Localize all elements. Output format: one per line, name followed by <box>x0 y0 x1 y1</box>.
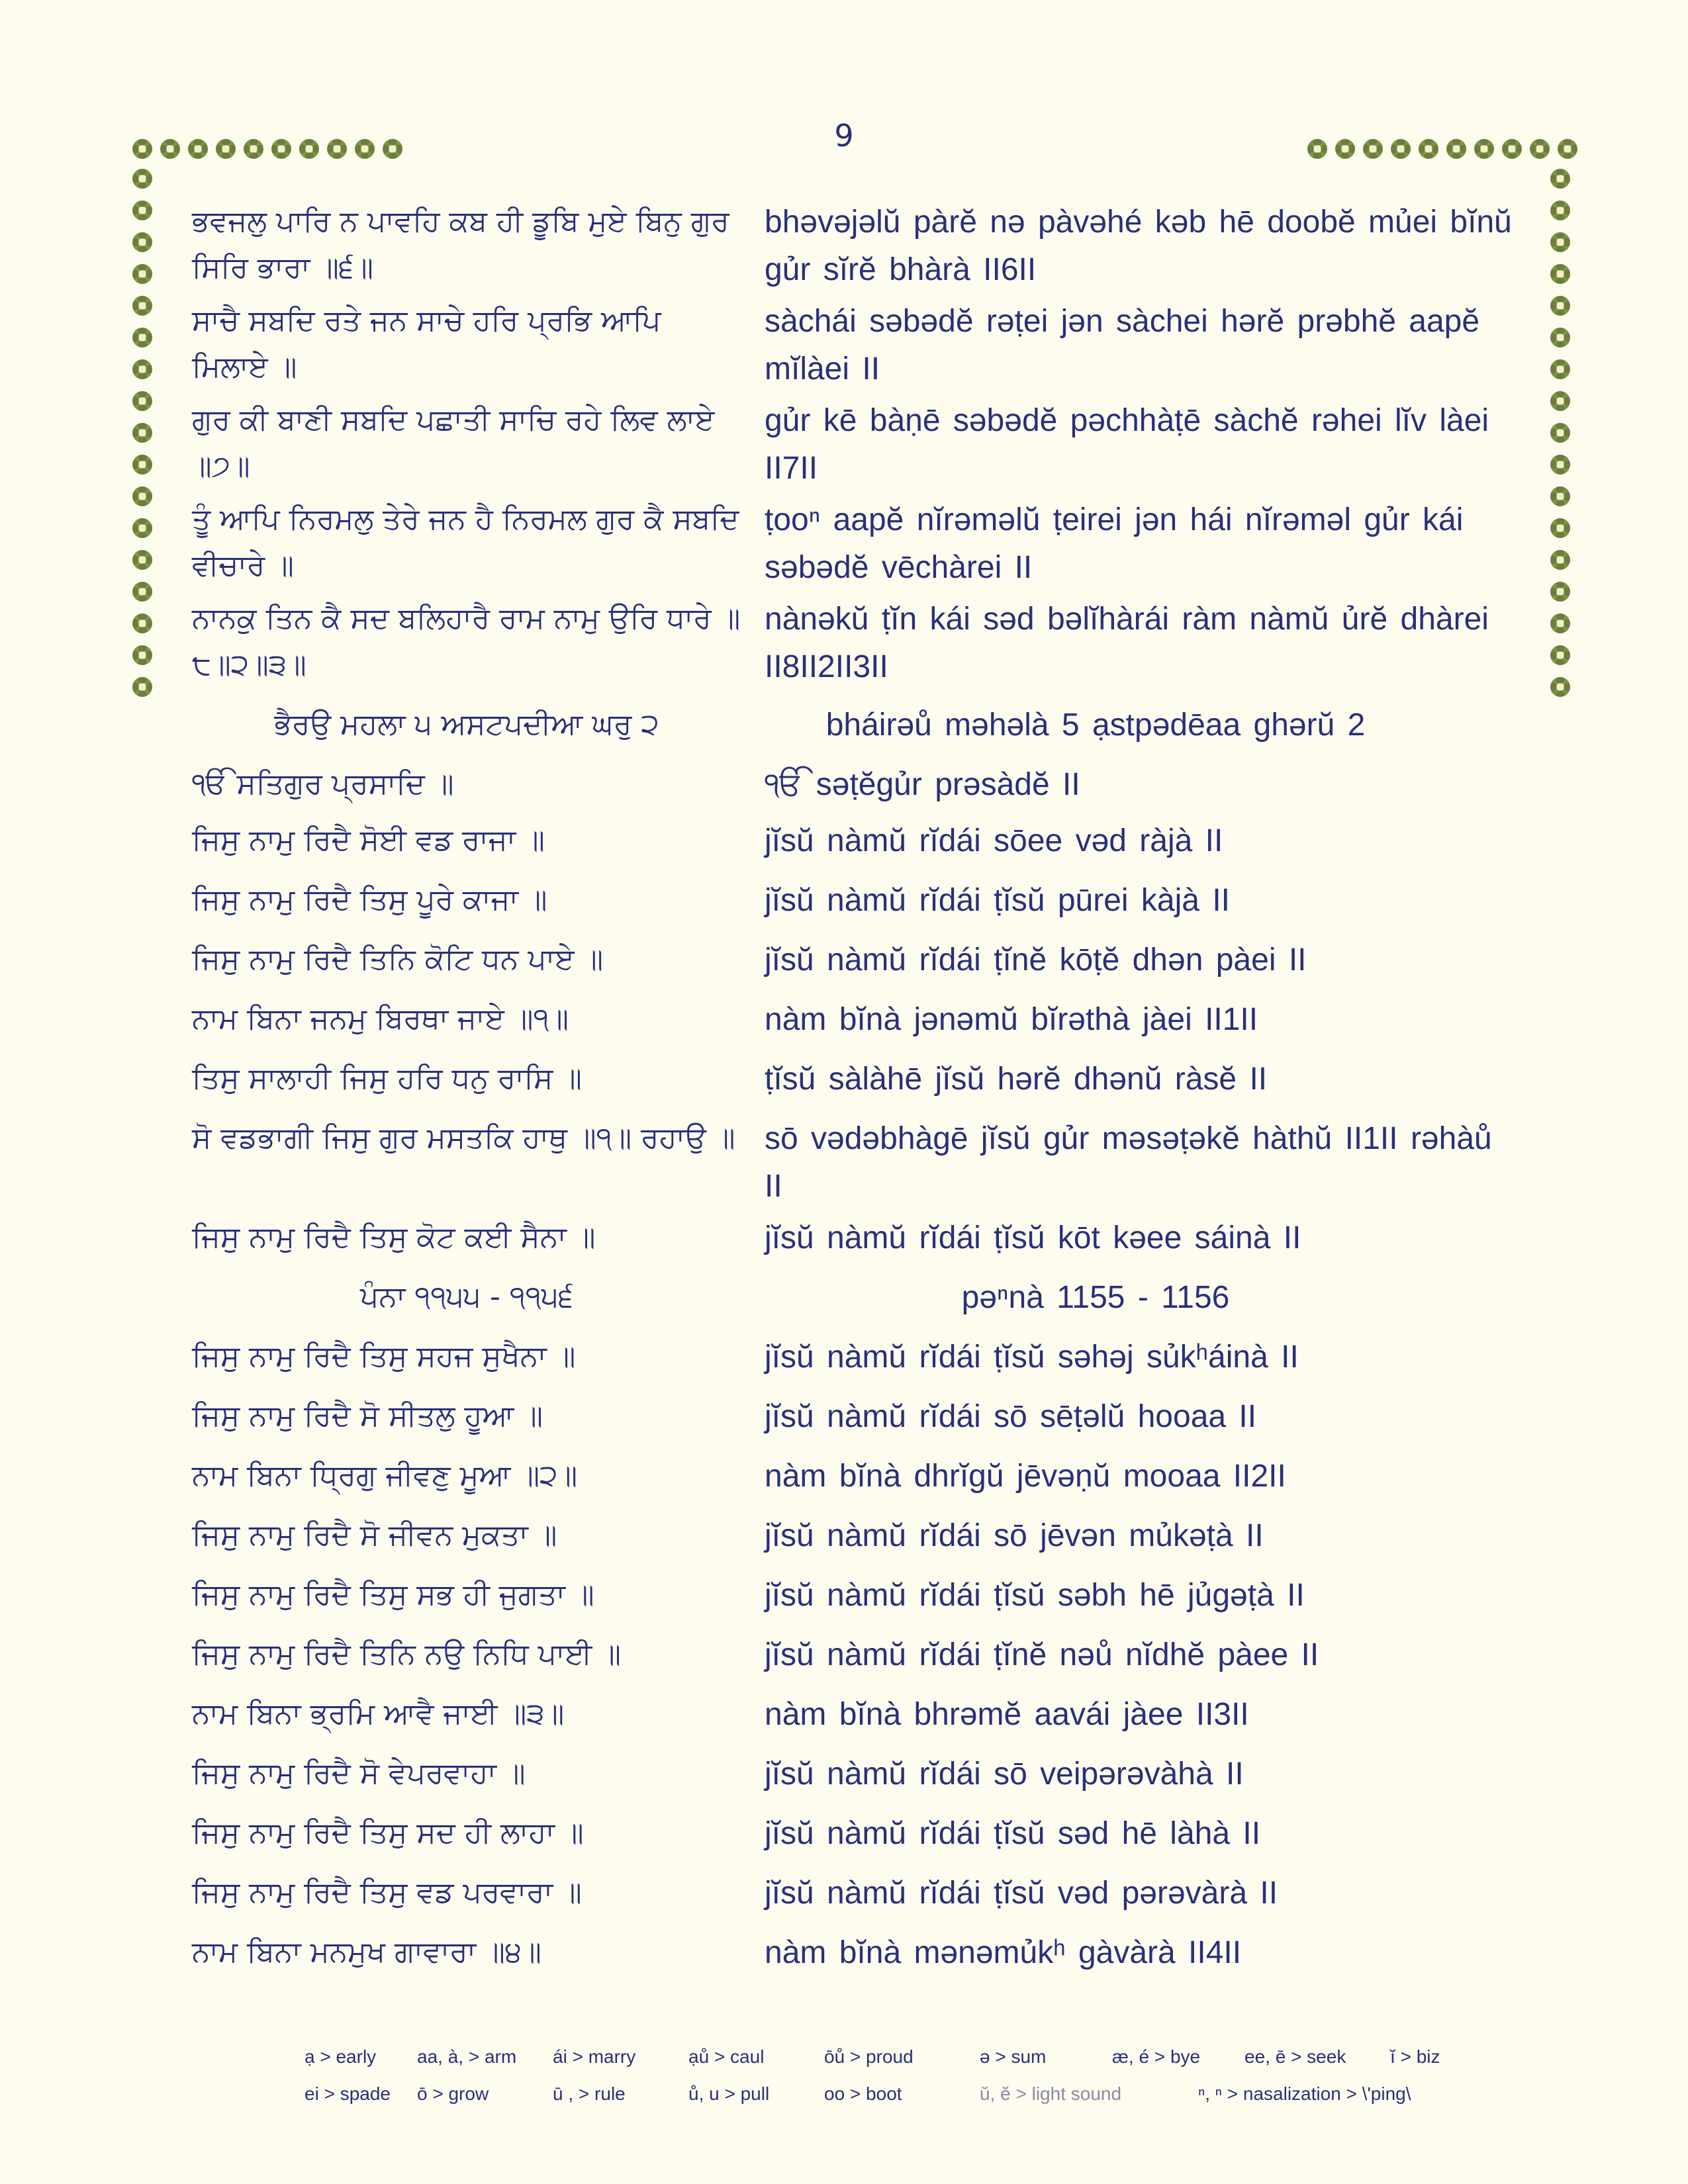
transliteration-text: jĭsŭ nàmŭ rĭdái ṭĭsŭ vəd pərəvàrà II <box>765 1876 1278 1911</box>
legend-item: ⁿ, ⁿ > nasalization > \'ping\ <box>1198 2083 1411 2104</box>
flower-icon <box>132 677 152 697</box>
legend-row <box>305 2075 1496 2113</box>
flower-icon <box>1550 486 1570 506</box>
legend-item: ei > spade <box>305 2083 391 2104</box>
transliteration-text: sō vədəbhàgē jĭsŭ gủr məsəṭəkĕ hàthŭ II1II rəhàů II <box>765 1121 1492 1204</box>
flower-icon <box>1550 169 1570 189</box>
flower-icon <box>299 139 319 159</box>
gurmukhi-text: ਨਾਮ ਬਿਨਾ ਧ੍ਰਿਗੁ ਜੀਵਣੁ ਮੂਆ ॥੨॥ <box>192 1459 578 1492</box>
flower-icon <box>132 518 152 538</box>
gurmukhi-text: ਜਿਸੁ ਨਾਮੁ ਰਿਦੈ ਤਿਸੁ ਪੂਰੇ ਕਾਜਾ ॥ <box>192 883 547 917</box>
flower-icon <box>132 296 152 316</box>
gurmukhi-text: ਤੂੰ ਆਪਿ ਨਿਰਮਲੁ ਤੇਰੇ ਜਨ ਹੈ ਨਿਰਮਲ ਗੁਰ ਕੈ ਸਬਦਿ ਵੀਚਾਰੇ ॥ <box>192 502 739 582</box>
gurmukhi-text: ਨਾਮ ਬਿਨਾ ਜਨਮੁ ਬਿਰਥਾ ਜਾਏ ॥੧॥ <box>192 1002 569 1036</box>
legend-item: ō > grow <box>417 2083 489 2104</box>
legend-item: ə > sum <box>980 2046 1047 2067</box>
gurmukhi-text: ਸਾਚੈ ਸਬਦਿ ਰਤੇ ਜਨ ਸਾਚੇ ਹਰਿ ਪ੍ਰਭਿ ਆਪਿ ਮਿਲਾਏ ॥ <box>192 304 661 384</box>
gurmukhi-text: ਤਿਸੁ ਸਾਲਾਹੀ ਜਿਸੁ ਹਰਿ ਧਨੁ ਰਾਸਿ ॥ <box>192 1062 582 1095</box>
page-number: 9 <box>834 118 854 154</box>
flower-icon <box>1530 139 1550 159</box>
flower-icon <box>1307 139 1327 159</box>
flower-icon <box>1550 232 1570 252</box>
ornament-left <box>132 169 152 697</box>
transliteration-text: ṭooⁿ aapĕ nĭrəməlŭ ṭeirei jən hái nĭrəməl gủr kái səbədĕ vēchàrei II <box>765 502 1464 585</box>
flower-icon <box>1335 139 1355 159</box>
transliteration-text: jĭsŭ nàmŭ rĭdái ṭĭsŭ səbh hē jủgəṭà II <box>765 1578 1305 1613</box>
flower-icon <box>132 486 152 506</box>
flower-icon <box>1550 328 1570 347</box>
flower-icon <box>1391 139 1411 159</box>
legend-item: æ, é > bye <box>1112 2046 1201 2067</box>
transliteration-text: jĭsŭ nàmŭ rĭdái sō veipərəvàhà II <box>765 1756 1244 1792</box>
gurmukhi-heading: ਭੈਰਉ ਮਹਲਾ ੫ ਅਸਟਪਦੀਆ ਘਰੁ ੨ <box>274 707 659 741</box>
flower-icon <box>132 169 152 189</box>
flower-icon <box>1550 550 1570 570</box>
transliteration-text: nàm bĭnà jənəmŭ bĭrəthà jàei II1II <box>765 1002 1258 1037</box>
ornament-top-right <box>1307 139 1577 159</box>
flower-icon <box>244 139 263 159</box>
flower-icon <box>132 582 152 602</box>
transliteration-text: nànəkŭ ṭĭn kái səd bəlĭhàrái ràm nàmŭ ủrĕ dhàrei II8II2II3II <box>765 602 1489 684</box>
transliteration-text: jĭsŭ nàmŭ rĭdái sō jēvən mủkəṭà II <box>765 1518 1264 1553</box>
flower-icon <box>132 614 152 633</box>
gurmukhi-text: ਗੁਰ ਕੀ ਬਾਣੀ ਸਬਦਿ ਪਛਾਤੀ ਸਾਚਿ ਰਹੇ ਲਿਵ ਲਾਏ ॥੭॥ <box>192 403 715 483</box>
flower-icon <box>1558 139 1577 159</box>
flower-icon <box>1550 264 1570 284</box>
flower-icon <box>1363 139 1383 159</box>
flower-icon <box>1502 139 1522 159</box>
transliteration-text: nàm bĭnà dhrĭgŭ jēvəṇŭ mooaa II2II <box>765 1459 1286 1494</box>
flower-icon <box>132 201 152 220</box>
flower-icon <box>132 328 152 347</box>
transliteration-text: gủr kē bàṇē səbədĕ pəchhàṭē sàchĕ rəhei lĭv làei II7II <box>765 403 1489 486</box>
gurmukhi-text: ਜਿਸੁ ਨਾਮੁ ਰਿਦੈ ਤਿਨਿ ਕੋਟਿ ਧਨ ਪਾਏ ॥ <box>192 942 604 976</box>
gurmukhi-text: ਜਿਸੁ ਨਾਮੁ ਰਿਦੈ ਤਿਸੁ ਕੋਟ ਕਈ ਸੈਨਾ ॥ <box>192 1220 596 1254</box>
flower-icon <box>132 423 152 443</box>
flower-icon <box>132 139 152 159</box>
transliteration-text: jĭsŭ nàmŭ rĭdái sō sēṭəlŭ hooaa II <box>765 1399 1257 1434</box>
gurmukhi-text: ਨਾਮ ਬਿਨਾ ਮਨਮੁਖ ਗਾਵਾਰਾ ॥੪॥ <box>192 1935 541 1969</box>
flower-icon <box>1550 614 1570 633</box>
gurmukhi-text: ਜਿਸੁ ਨਾਮੁ ਰਿਦੈ ਤਿਸੁ ਸਭ ਹੀ ਜੁਗਤਾ ॥ <box>192 1578 594 1612</box>
gurmukhi-text: ੴ ਸਤਿਗੁਰ ਪ੍ਰਸਾਦਿ ॥ <box>192 767 454 801</box>
flower-icon <box>132 550 152 570</box>
legend-item: ái > marry <box>553 2046 636 2067</box>
transliteration-text: nàm bĭnà mənəmủkʰ gàvàrà II4II <box>765 1935 1242 1970</box>
flower-icon <box>271 139 291 159</box>
gurmukhi-page-ref: ਪੰਨਾ ੧੧੫੫ - ੧੧੫੬ <box>359 1280 573 1314</box>
flower-icon <box>1550 455 1570 475</box>
flower-icon <box>132 455 152 475</box>
flower-icon <box>188 139 208 159</box>
flower-icon <box>1419 139 1438 159</box>
transliteration-text: ੴ səṭĕgủr prəsàdĕ II <box>765 767 1080 802</box>
flower-icon <box>1474 139 1494 159</box>
flower-icon <box>1550 201 1570 220</box>
flower-icon <box>1550 391 1570 411</box>
gurmukhi-text: ਜਿਸੁ ਨਾਮੁ ਰਿਦੈ ਤਿਸੁ ਵਡ ਪਰਵਾਰਾ ॥ <box>192 1876 582 1909</box>
legend-item: ee, ē > seek <box>1244 2046 1346 2067</box>
gurmukhi-text: ਜਿਸੁ ਨਾਮੁ ਰਿਦੈ ਤਿਸੁ ਸਦ ਹੀ ਲਾਹਾ ॥ <box>192 1816 584 1850</box>
legend-item: ů, u > pull <box>688 2083 770 2104</box>
gurmukhi-text: ਜਿਸੁ ਨਾਮੁ ਰਿਦੈ ਸੋ ਜੀਵਨ ਮੁਕਤਾ ॥ <box>192 1518 557 1552</box>
legend-item: ạů > caul <box>688 2046 765 2067</box>
transliteration-page-ref: pəⁿnà 1155 - 1156 <box>961 1280 1230 1315</box>
flower-icon <box>1550 677 1570 697</box>
ornament-right <box>1550 169 1570 697</box>
pronunciation-legend <box>305 2038 1496 2113</box>
ornament-top-left <box>132 139 402 159</box>
transliteration-text: jĭsŭ nàmŭ rĭdái sōee vəd ràjà II <box>765 823 1223 858</box>
gurmukhi-text: ਜਿਸੁ ਨਾਮੁ ਰਿਦੈ ਤਿਨਿ ਨਉ ਨਿਧਿ ਪਾਈ ॥ <box>192 1637 622 1671</box>
legend-item: ạ > early <box>305 2046 377 2067</box>
flower-icon <box>327 139 347 159</box>
flower-icon <box>1550 582 1570 602</box>
legend-item: ŭ, ĕ > light sound <box>980 2083 1122 2104</box>
legend-item: ōů > proud <box>824 2046 914 2067</box>
gurmukhi-text: ਸੋ ਵਡਭਾਗੀ ਜਿਸੁ ਗੁਰ ਮਸਤਕਿ ਹਾਥੁ ॥੧॥ ਰਹਾਉ ॥ <box>192 1121 735 1155</box>
transliteration-text: jĭsŭ nàmŭ rĭdái ṭĭnĕ kōṭĕ dhən pàei II <box>765 942 1307 978</box>
legend-item: ū , > rule <box>553 2083 626 2104</box>
transliteration-text: nàm bĭnà bhrəmĕ aavái jàee II3II <box>765 1697 1249 1732</box>
gurmukhi-text: ਭਵਜਲੁ ਪਾਰਿ ਨ ਪਾਵਹਿ ਕਬ ਹੀ ਡੂਬਿ ਮੁਏ ਬਿਨੁ ਗੁਰ ਸਿਰਿ ਭਾਰਾ ॥੬॥ <box>192 205 729 285</box>
transliteration-text: ṭĭsŭ sàlàhē jĭsŭ hərĕ dhənŭ ràsĕ II <box>765 1062 1268 1097</box>
flower-icon <box>1550 645 1570 665</box>
gurmukhi-text: ਨਾਮ ਬਿਨਾ ਭ੍ਰਮਿ ਆਵੈ ਜਾਈ ॥੩॥ <box>192 1697 565 1731</box>
transliteration-text: jĭsŭ nàmŭ rĭdái ṭĭsŭ pūrei kàjà II <box>765 883 1230 918</box>
gurmukhi-text: ਜਿਸੁ ਨਾਮੁ ਰਿਦੈ ਸੋਈ ਵਡ ਰਾਜਾ ॥ <box>192 823 545 857</box>
flower-icon <box>1550 518 1570 538</box>
flower-icon <box>1550 296 1570 316</box>
flower-icon <box>383 139 402 159</box>
flower-icon <box>1446 139 1466 159</box>
legend-item: aa, à, > arm <box>417 2046 517 2067</box>
flower-icon <box>1550 423 1570 443</box>
flower-icon <box>132 359 152 379</box>
legend-item: ĭ > biz <box>1390 2046 1440 2067</box>
flower-icon <box>355 139 375 159</box>
flower-icon <box>132 232 152 252</box>
flower-icon <box>1550 359 1570 379</box>
transliteration-text: bhəvəjəlŭ pàrĕ nə pàvəhé kəb hē doobĕ mủei bĭnŭ gủr sĭrĕ bhàrà II6II <box>765 205 1512 287</box>
gurmukhi-text: ਨਾਨਕੁ ਤਿਨ ਕੈ ਸਦ ਬਲਿਹਾਰੈ ਰਾਮ ਨਾਮੁ ਉਰਿ ਧਾਰੇ ॥੮॥੨॥੩॥ <box>192 602 741 682</box>
legend-row <box>305 2038 1496 2075</box>
flower-icon <box>132 264 152 284</box>
flower-icon <box>132 645 152 665</box>
transliteration-heading: bháirəů məhəlà 5 ạstpədēaa ghərŭ 2 <box>825 707 1366 743</box>
transliteration-text: jĭsŭ nàmŭ rĭdái ṭĭnĕ nəů nĭdhĕ pàee II <box>765 1637 1319 1672</box>
legend-item: oo > boot <box>824 2083 902 2104</box>
transliteration-text: jĭsŭ nàmŭ rĭdái ṭĭsŭ kōt kəee sáinà II <box>765 1220 1301 1255</box>
gurmukhi-text: ਜਿਸੁ ਨਾਮੁ ਰਿਦੈ ਸੋ ਸੀਤਲੁ ਹੂਆ ॥ <box>192 1399 543 1433</box>
gurmukhi-text: ਜਿਸੁ ਨਾਮੁ ਰਿਦੈ ਸੋ ਵੇਪਰਵਾਹਾ ॥ <box>192 1756 526 1790</box>
gurmukhi-text: ਜਿਸੁ ਨਾਮੁ ਰਿਦੈ ਤਿਸੁ ਸਹਜ ਸੁਖੈਨਾ ॥ <box>192 1340 576 1373</box>
flower-icon <box>216 139 236 159</box>
transliteration-text: jĭsŭ nàmŭ rĭdái ṭĭsŭ səhəj sủkʰáinà II <box>765 1340 1299 1375</box>
transliteration-text: sàchái səbədĕ rəṭei jən sàchei hərĕ prəbhĕ aapĕ mĭlàei II <box>765 304 1480 387</box>
flower-icon <box>132 391 152 411</box>
transliteration-text: jĭsŭ nàmŭ rĭdái ṭĭsŭ səd hē làhà II <box>765 1816 1261 1851</box>
flower-icon <box>160 139 180 159</box>
